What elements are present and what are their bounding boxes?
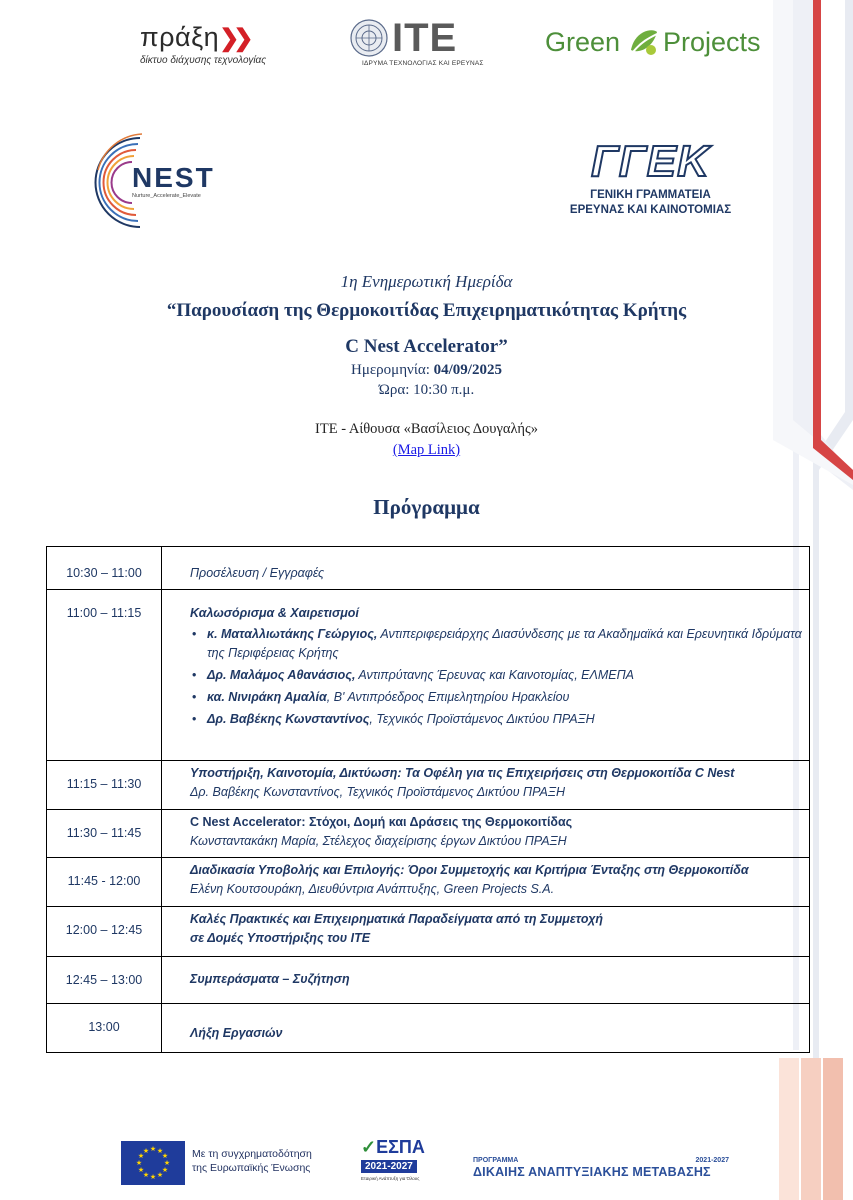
svg-text:★: ★ — [135, 1159, 143, 1167]
leaf-icon — [627, 24, 661, 58]
espa-logo — [361, 1138, 425, 1181]
praxi-logo-name: πράξη — [140, 22, 220, 52]
svg-text:★: ★ — [161, 1152, 169, 1160]
row-title: Καλωσόρισμα & Χαιρετισμοί — [190, 606, 359, 620]
event-date-value: 04/09/2025 — [433, 362, 502, 378]
green-projects-right: Projects — [663, 27, 761, 57]
ggek-logo-line2: ΕΡΕΥΝΑΣ ΚΑΙ ΚΑΙΝΟΤΟΜΙΑΣ — [569, 204, 732, 216]
map-link[interactable]: (Map Link) — [392, 442, 461, 458]
event-title-line2: C Nest Accelerator” — [345, 336, 508, 357]
row-time: 10:30 – 11:00 — [47, 547, 162, 590]
row-time: 13:00 — [47, 1004, 162, 1053]
list-item: • Δρ. Βαβέκης Κωνσταντίνος, Τεχνικός Προϊστάμενος Δικτύου ΠΡΑΞΗ — [207, 710, 803, 729]
table-row — [47, 1004, 810, 1053]
nest-logo-name: NEST — [132, 162, 215, 193]
eu-flag-icon — [121, 1141, 185, 1185]
table-row — [47, 907, 810, 957]
row-title: Συμπεράσματα – Συζήτηση — [190, 972, 350, 986]
list-item: • κ. Ματαλλιωτάκης Γεώργιος, Αντιπεριφερειάρχης Διασύνδεσης με τα Ακαδημαϊκά και Ερευνητικά Ιδρύματα της Περιφέρειας Κρήτης — [207, 625, 803, 663]
row-title: Υποστήριξη, Καινοτομία, Δικτύωση: Τα Οφέλη για τις Επιχειρήσεις στη Θερμοκοιτίδα C Nest — [190, 766, 735, 780]
row-title: Λήξη Εργασιών — [190, 1026, 283, 1040]
row-time: 11:30 – 11:45 — [47, 810, 162, 858]
ite-logo-name: ΙΤΕ — [392, 16, 458, 60]
ggek-logo-name: ΓΓΕΚ — [591, 137, 710, 186]
row-title: Διαδικασία Υποβολής και Επιλογής: Όροι Συμμετοχής και Κριτήρια Ένταξης στη Θερμοκοιτίδα — [190, 863, 749, 877]
row-time: 12:00 – 12:45 — [47, 907, 162, 957]
decorative-bottom-band — [779, 1058, 853, 1200]
table-row — [47, 957, 810, 1004]
ggek-logo-line1: ΓΕΝΙΚΗ ΓΡΑΜΜΑΤΕΙΑ — [590, 189, 711, 201]
espa-name: ΕΣΠΑ — [376, 1137, 425, 1157]
row-time: 12:45 – 13:00 — [47, 957, 162, 1004]
row-time: 11:15 – 11:30 — [47, 761, 162, 810]
row-time: 11:45 - 12:00 — [47, 858, 162, 907]
event-subtitle: 1η Ενημερωτική Ημερίδα — [340, 272, 513, 291]
row-speaker: Ελένη Κουτσουράκη, Διευθύντρια Ανάπτυξης, Green Projects S.A. — [190, 882, 555, 896]
program-footer-years: 2021-2027 — [695, 1157, 729, 1164]
event-time: Ώρα: 10:30 π.μ. — [378, 382, 475, 398]
chevron-right-icon: ❯❯ — [219, 25, 248, 52]
table-row — [47, 858, 810, 907]
row-title-line2: σε Δομές Υποστήριξης του ΙΤΕ — [190, 931, 371, 945]
eu-line2: της Ευρωπαϊκής Ένωσης — [192, 1162, 311, 1174]
event-date-label: Ημερομηνία: — [351, 362, 434, 378]
row-title: C Nest Accelerator: Στόχοι, Δομή και Δράσεις της Θερμοκοιτίδας — [190, 815, 573, 829]
program-footer-name: ΔΙΚΑΙΗΣ ΑΝΑΠΤΥΞΙΑΚΗΣ ΜΕΤΑΒΑΣΗΣ — [473, 1165, 711, 1179]
svg-text:★: ★ — [142, 1171, 150, 1179]
green-projects-logo — [545, 22, 765, 62]
svg-text:★: ★ — [156, 1147, 164, 1155]
table-row — [47, 761, 810, 810]
praxi-logo-subtitle: δίκτυο διάχυσης τεχνολογίας — [140, 55, 267, 66]
svg-text:★: ★ — [156, 1171, 164, 1179]
program-heading: Πρόγραμμα — [373, 495, 480, 519]
event-date — [0, 362, 853, 379]
row-speaker: Δρ. Βαβέκης Κωνσταντίνος, Τεχνικός Προϊστάμενος Δικτύου ΠΡΑΞΗ — [190, 785, 565, 799]
table-row — [47, 810, 810, 858]
program-footer-logo — [473, 1157, 729, 1179]
row-title-line1: Καλές Πρακτικές και Επιχειρηματικά Παραδείγματα από τη Συμμετοχή — [190, 912, 604, 926]
eu-cofunding-text — [192, 1147, 312, 1175]
ggek-logo — [558, 137, 743, 218]
table-row — [47, 590, 810, 761]
speaker-list — [190, 625, 803, 729]
table-row — [47, 547, 810, 590]
espa-tagline: Εταιρική Ανάπτυξη για Όλους — [361, 1176, 420, 1181]
ite-seal-icon — [350, 19, 388, 57]
svg-text:★: ★ — [163, 1159, 171, 1167]
ite-logo — [350, 18, 510, 67]
list-item: • κα. Νινιράκη Αμαλία, Β' Αντιπρόεδρος Επιμελητηρίου Ηρακλείου — [207, 688, 803, 707]
svg-text:★: ★ — [137, 1152, 145, 1160]
svg-text:★: ★ — [137, 1166, 145, 1174]
svg-text:★: ★ — [149, 1145, 157, 1153]
ite-logo-subtitle: ΙΔΡΥΜΑ ΤΕΧΝΟΛΟΓΙΑΣ ΚΑΙ ΕΡΕΥΝΑΣ — [362, 60, 484, 67]
program-table — [46, 546, 810, 1053]
program-footer-label: ΠΡΟΓΡΑΜΜΑ — [473, 1157, 519, 1164]
eu-line1: Με τη συγχρηματοδότηση — [192, 1148, 312, 1160]
green-projects-left: Green — [545, 27, 621, 57]
svg-text:★: ★ — [161, 1166, 169, 1174]
nest-logo-subtitle: Nurture_Accelerate_Elevate — [132, 193, 201, 199]
svg-text:★: ★ — [142, 1147, 150, 1155]
event-venue: ΙΤΕ - Αίθουσα «Βασίλειος Δουγαλής» — [315, 421, 538, 437]
list-item: • Δρ. Μαλάμος Αθανάσιος, Αντιπρύτανης Έρευνας και Καινοτομίας, ΕΛΜΕΠΑ — [207, 666, 803, 685]
espa-check-icon: ✓ — [361, 1137, 377, 1157]
row-title: Προσέλευση / Εγγραφές — [190, 566, 325, 580]
svg-text:★: ★ — [149, 1173, 157, 1181]
row-speaker: Κωνσταντακάκη Μαρία, Στέλεχος διαχείρισης έργων Δικτύου ΠΡΑΞΗ — [190, 834, 567, 848]
praxi-logo — [140, 22, 300, 66]
event-title-line1: “Παρουσίαση της Θερμοκοιτίδας Επιχειρηματικότητας Κρήτης — [166, 300, 687, 321]
espa-years: 2021-2027 — [361, 1160, 417, 1173]
row-time: 11:00 – 11:15 — [47, 590, 162, 761]
nest-logo — [88, 130, 238, 235]
